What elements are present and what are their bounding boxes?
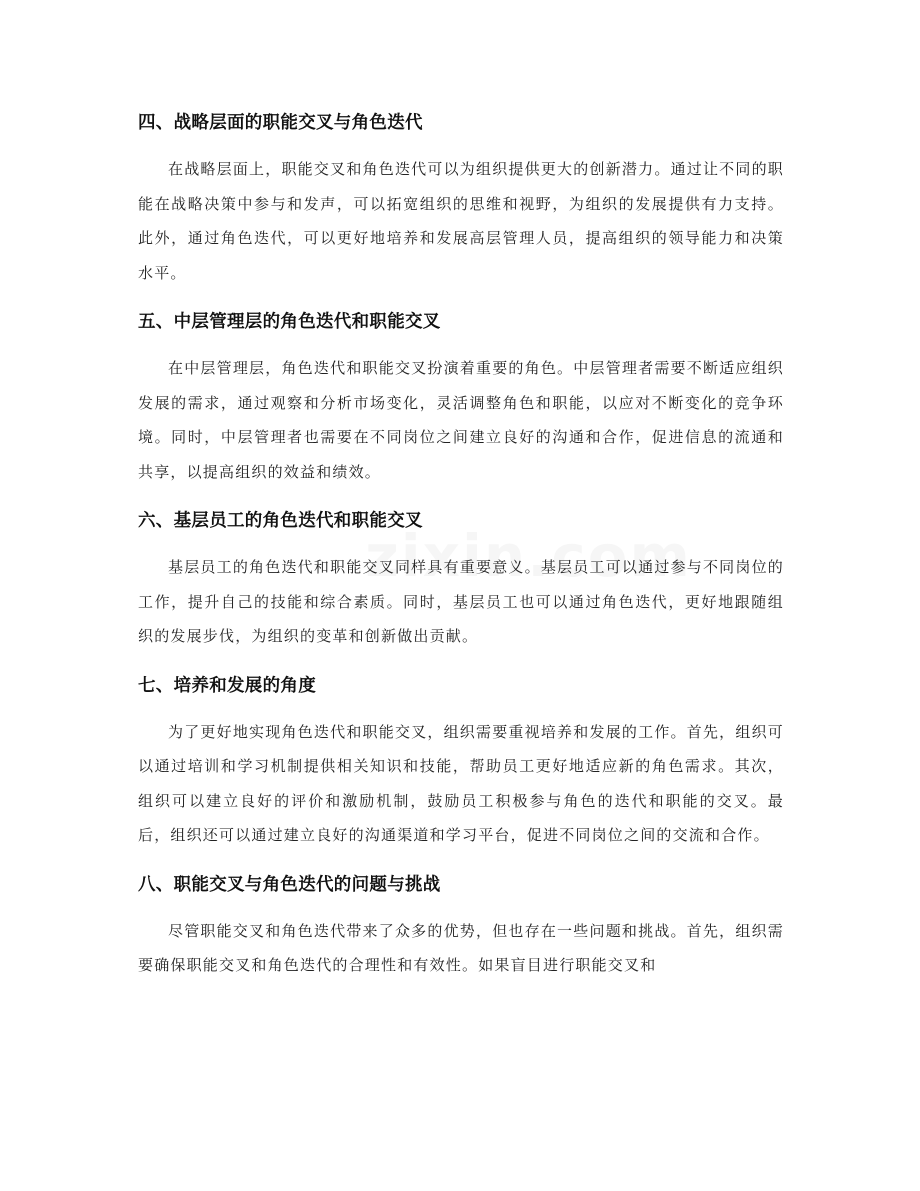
section-6 — [138, 502, 784, 654]
section-5 — [138, 303, 784, 489]
section-paragraph: 基层员工的角色迭代和职能交叉同样具有重要意义。基层员工可以通过参与不同岗位的工作，提升自己的技能和综合素质。同时，基层员工也可以通过角色迭代，更好地跟随组织的发展步伐，为组织的变革和创新做出贡献。 — [138, 558, 784, 645]
section-8 — [138, 866, 784, 983]
section-heading: 八、职能交叉与角色迭代的问题与挑战 — [138, 874, 441, 895]
section-heading: 四、战略层面的职能交叉与角色迭代 — [138, 113, 423, 133]
section-7 — [138, 667, 784, 853]
section-4 — [138, 104, 784, 290]
section-heading: 五、中层管理层的角色迭代和职能交叉 — [138, 312, 441, 332]
section-heading: 六、基层员工的角色迭代和职能交叉 — [138, 511, 423, 531]
section-paragraph: 在战略层面上，职能交叉和角色迭代可以为组织提供更大的创新潜力。通过让不同的职能在战略决策中参与和发声，可以拓宽组织的思维和视野，为组织的发展提供有力支持。此外，通过角色迭代，可以更好地培养和发展高层管理人员，提高组织的领导能力和决策水平。 — [138, 160, 784, 282]
section-paragraph: 在中层管理层，角色迭代和职能交叉扮演着重要的角色。中层管理者需要不断适应组织发展的需求，通过观察和分析市场变化，灵活调整角色和职能，以应对不断变化的竞争环境。同时，中层管理者也需要在不同岗位之间建立良好的沟通和合作，促进信息的流通和共享，以提高组织的效益和绩效。 — [138, 359, 784, 481]
section-paragraph: 尽管职能交叉和角色迭代带来了众多的优势，但也存在一些问题和挑战。首先，组织需要确保职能交叉和角色迭代的合理性和有效性。如果盲目进行职能交叉和 — [138, 921, 784, 974]
document-page — [138, 104, 784, 996]
section-paragraph: 为了更好地实现角色迭代和职能交叉，组织需要重视培养和发展的工作。首先，组织可以通过培训和学习机制提供相关知识和技能，帮助员工更好地适应新的角色需求。其次，组织可以建立良好的评价和激励机制，鼓励员工积极参与角色的迭代和职能的交叉。最后，组织还可以通过建立良好的沟通渠道和学习平台，促进不同岗位之间的交流和合作。 — [138, 722, 784, 844]
section-heading: 七、培养和发展的角度 — [138, 675, 316, 696]
